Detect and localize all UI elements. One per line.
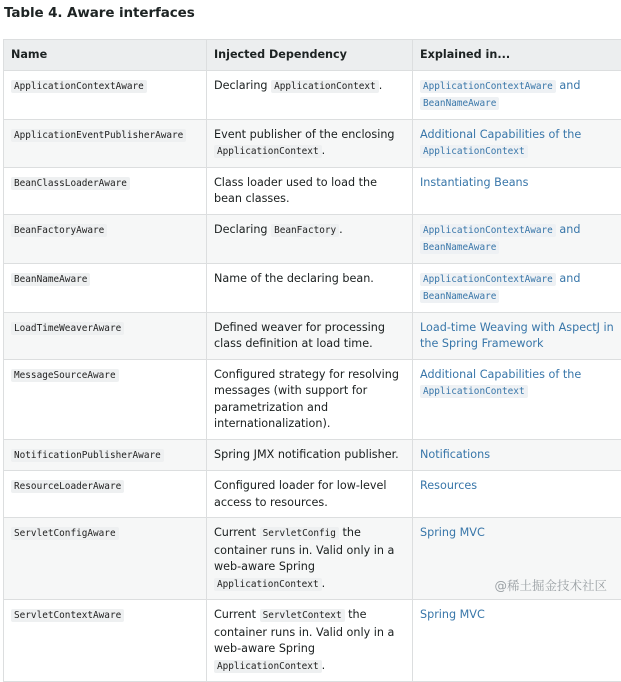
link-text-segment[interactable]: Spring MVC xyxy=(420,526,485,539)
reference-link[interactable] xyxy=(420,368,581,398)
text-segment: . xyxy=(339,223,343,236)
text-segment: Class loader used to load the bean classes. xyxy=(214,176,377,206)
cell-explained-in xyxy=(413,471,621,518)
text-segment: the container runs in. Valid only in a web-aware Spring xyxy=(214,526,394,573)
cell-explained-in xyxy=(413,119,621,167)
reference-link[interactable] xyxy=(420,448,490,461)
cell-injected-dependency xyxy=(207,70,413,119)
text-segment: . xyxy=(379,79,383,92)
text-segment: Configured strategy for resolving messages (with support for parametrization and internationalization). xyxy=(214,368,399,431)
link-code-token[interactable]: ApplicationContextAware xyxy=(420,80,556,93)
table-row xyxy=(4,70,621,119)
table-row xyxy=(4,214,621,263)
cell-explained-in xyxy=(413,214,621,263)
interface-name: ResourceLoaderAware xyxy=(11,480,124,493)
interface-name: LoadTimeWeaverAware xyxy=(11,322,124,335)
text-segment: . xyxy=(322,144,326,157)
table-row xyxy=(4,471,621,518)
interface-name: ServletContextAware xyxy=(11,609,124,622)
cell-explained-in xyxy=(413,70,621,119)
interface-name: ApplicationEventPublisherAware xyxy=(11,129,186,142)
text-segment: Spring JMX notification publisher. xyxy=(214,448,399,461)
table-header-row xyxy=(4,40,621,71)
code-token: ApplicationContext xyxy=(271,80,379,93)
reference-link[interactable] xyxy=(420,526,485,539)
text-segment: Configured loader for low-level access to resources. xyxy=(214,479,387,509)
cell-explained-in xyxy=(413,359,621,439)
link-text-segment[interactable]: Additional Capabilities of the xyxy=(420,128,581,141)
table-row xyxy=(4,312,621,359)
cell-explained-in xyxy=(413,263,621,312)
cell-injected-dependency xyxy=(207,471,413,518)
cell-name xyxy=(4,600,207,682)
cell-name xyxy=(4,263,207,312)
cell-name xyxy=(4,471,207,518)
header-explained-in: Explained in... xyxy=(413,40,621,71)
link-text-segment[interactable]: Load-time Weaving with AspectJ in the Spring Framework xyxy=(420,321,614,351)
interface-name: ApplicationContextAware xyxy=(11,80,147,93)
cell-name xyxy=(4,359,207,439)
cell-injected-dependency xyxy=(207,263,413,312)
link-code-token[interactable]: ApplicationContextAware xyxy=(420,224,556,237)
reference-link[interactable] xyxy=(420,321,614,351)
cell-explained-in xyxy=(413,167,621,214)
header-injected-dependency: Injected Dependency xyxy=(207,40,413,71)
link-code-token[interactable]: ApplicationContext xyxy=(420,145,528,158)
text-segment: Current xyxy=(214,526,260,539)
table-row xyxy=(4,263,621,312)
cell-injected-dependency xyxy=(207,359,413,439)
interface-name: MessageSourceAware xyxy=(11,369,119,382)
interface-name: NotificationPublisherAware xyxy=(11,449,164,462)
link-text-segment[interactable]: Additional Capabilities of the xyxy=(420,368,581,381)
link-text-segment[interactable]: and xyxy=(556,79,581,92)
reference-link[interactable] xyxy=(420,128,581,158)
text-segment: Event publisher of the enclosing xyxy=(214,128,395,141)
text-segment: Defined weaver for processing class definition at load time. xyxy=(214,321,385,351)
interface-name: BeanClassLoaderAware xyxy=(11,177,130,190)
interface-name: BeanNameAware xyxy=(11,273,90,286)
table-row xyxy=(4,439,621,471)
link-code-token[interactable]: ApplicationContext xyxy=(420,385,528,398)
cell-name xyxy=(4,119,207,167)
cell-injected-dependency xyxy=(207,439,413,471)
link-code-token[interactable]: BeanNameAware xyxy=(420,290,499,303)
cell-name xyxy=(4,439,207,471)
interface-name: BeanFactoryAware xyxy=(11,224,107,237)
code-token: ApplicationContext xyxy=(214,145,322,158)
link-text-segment[interactable]: and xyxy=(556,272,581,285)
link-text-segment[interactable]: Resources xyxy=(420,479,477,492)
text-segment: Declaring xyxy=(214,79,271,92)
cell-name xyxy=(4,70,207,119)
cell-injected-dependency xyxy=(207,119,413,167)
reference-link[interactable] xyxy=(420,223,580,254)
code-token: ServletConfig xyxy=(260,527,339,540)
link-text-segment[interactable]: Instantiating Beans xyxy=(420,176,528,189)
cell-explained-in xyxy=(413,600,621,682)
cell-name xyxy=(4,214,207,263)
reference-link[interactable] xyxy=(420,479,477,492)
code-token: ServletContext xyxy=(260,609,345,622)
cell-explained-in xyxy=(413,312,621,359)
cell-injected-dependency xyxy=(207,600,413,682)
watermark: @稀土掘金技术社区 xyxy=(494,576,607,594)
cell-name xyxy=(4,312,207,359)
link-code-token[interactable]: ApplicationContextAware xyxy=(420,273,556,286)
cell-name xyxy=(4,167,207,214)
code-token: ApplicationContext xyxy=(214,578,322,591)
cell-injected-dependency xyxy=(207,214,413,263)
link-text-segment[interactable]: and xyxy=(556,223,581,236)
code-token: ApplicationContext xyxy=(214,660,322,673)
text-segment: . xyxy=(322,659,326,672)
reference-link[interactable] xyxy=(420,176,528,189)
text-segment: Declaring xyxy=(214,223,271,236)
link-text-segment[interactable]: Notifications xyxy=(420,448,490,461)
table-row xyxy=(4,119,621,167)
cell-name xyxy=(4,518,207,600)
table-row xyxy=(4,167,621,214)
table-row xyxy=(4,359,621,439)
text-segment: . xyxy=(322,577,326,590)
reference-link[interactable] xyxy=(420,272,580,303)
table-caption: Table 4. Aware interfaces xyxy=(4,5,195,21)
link-code-token[interactable]: BeanNameAware xyxy=(420,241,499,254)
text-segment: Name of the declaring bean. xyxy=(214,272,374,285)
text-segment: Current xyxy=(214,608,260,621)
cell-injected-dependency xyxy=(207,312,413,359)
link-code-token[interactable]: BeanNameAware xyxy=(420,97,499,110)
cell-injected-dependency xyxy=(207,167,413,214)
code-token: BeanFactory xyxy=(271,224,339,237)
cell-injected-dependency xyxy=(207,518,413,600)
table-row xyxy=(4,600,621,682)
reference-link[interactable] xyxy=(420,79,580,110)
interface-name: ServletConfigAware xyxy=(11,527,119,540)
link-text-segment[interactable]: Spring MVC xyxy=(420,608,485,621)
text-segment: the container runs in. Valid only in a web-aware Spring xyxy=(214,608,394,655)
cell-explained-in xyxy=(413,439,621,471)
reference-link[interactable] xyxy=(420,608,485,621)
header-name: Name xyxy=(4,40,207,71)
